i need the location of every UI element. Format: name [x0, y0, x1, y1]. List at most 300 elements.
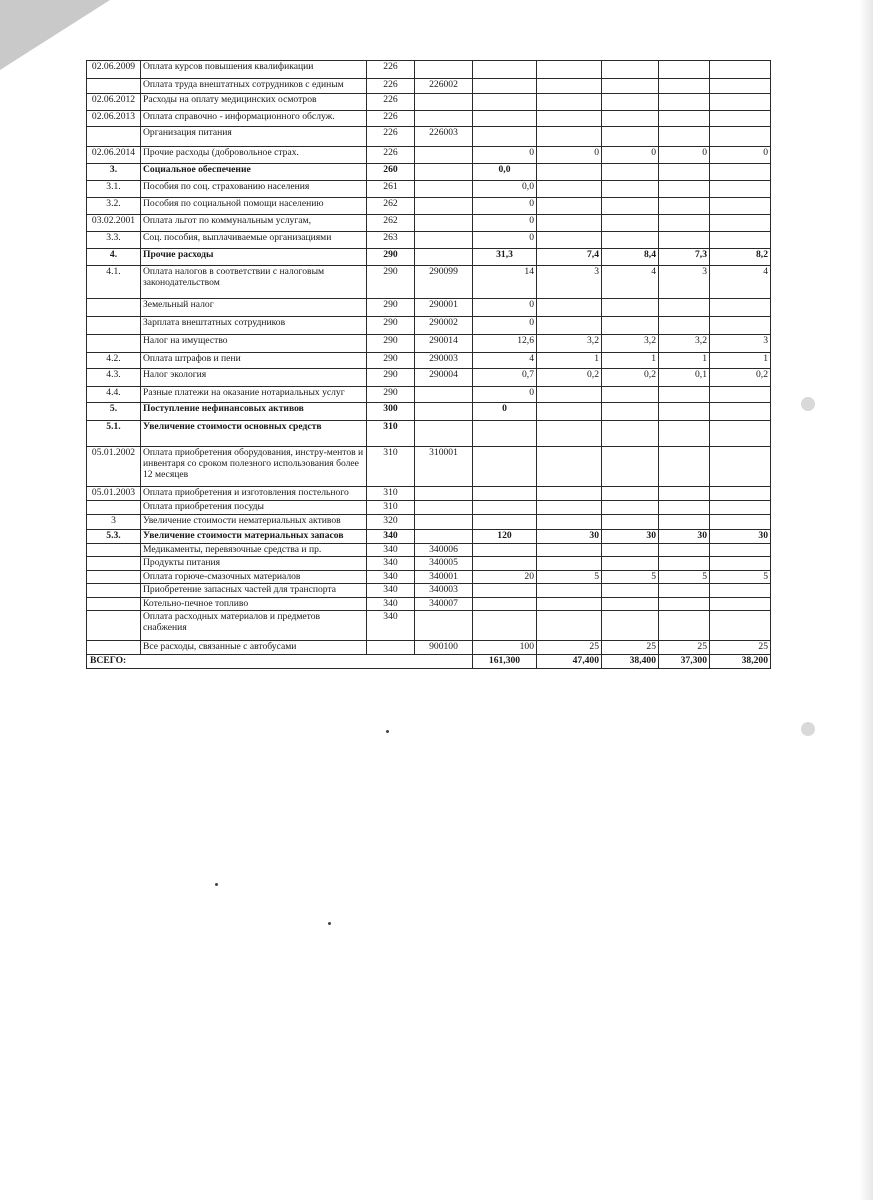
row-q4-cell: 30: [710, 530, 771, 544]
table-row: [87, 147, 771, 164]
row-q4-cell: [710, 61, 771, 79]
row-q1-cell: 47,400: [537, 655, 602, 669]
row-code-cell: [415, 198, 473, 215]
row-name-cell: Пособия по социальной помощи населению: [141, 198, 367, 215]
row-q2-cell: [602, 111, 659, 127]
row-q4-cell: [710, 94, 771, 111]
row-name-cell: Разные платежи на оказание нотариальных услуг: [141, 387, 367, 403]
row-name-cell: Продукты питания: [141, 557, 367, 571]
row-total-cell: [473, 544, 537, 557]
row-q4-cell: [710, 421, 771, 447]
row-q1-cell: [537, 198, 602, 215]
row-q2-cell: [602, 421, 659, 447]
row-code-cell: 900100: [415, 641, 473, 655]
row-date-cell: [87, 584, 141, 598]
row-q3-cell: 30: [659, 530, 710, 544]
table-row: [87, 111, 771, 127]
row-total-cell: 12,6: [473, 335, 537, 353]
row-q4-cell: [710, 447, 771, 487]
row-q3-cell: [659, 127, 710, 147]
row-q3-cell: 3: [659, 266, 710, 299]
row-total-cell: 0,0: [473, 164, 537, 181]
row-name-cell: Оплата приобретения посуды: [141, 501, 367, 515]
row-name-cell: Социальное обеспечение: [141, 164, 367, 181]
row-q1-cell: 30: [537, 530, 602, 544]
row-q2-cell: [602, 515, 659, 530]
row-date-cell: [87, 335, 141, 353]
row-q4-cell: 25: [710, 641, 771, 655]
row-name-cell: Налог на имущество: [141, 335, 367, 353]
scan-edge-shadow: [859, 0, 873, 1200]
row-q4-cell: [710, 127, 771, 147]
row-code-cell: [415, 487, 473, 501]
table-row: [87, 249, 771, 266]
table-row: [87, 584, 771, 598]
row-code-cell: 290099: [415, 266, 473, 299]
row-name-cell: Увеличение стоимости основных средств: [141, 421, 367, 447]
row-name-cell: Оплата штрафов и пени: [141, 353, 367, 369]
row-date-cell: 4.3.: [87, 369, 141, 387]
row-q1-cell: [537, 421, 602, 447]
row-kosgu-cell: 340: [367, 530, 415, 544]
table-row: [87, 94, 771, 111]
row-date-cell: [87, 611, 141, 641]
row-total-cell: 0: [473, 198, 537, 215]
row-q4-cell: [710, 557, 771, 571]
row-kosgu-cell: 261: [367, 181, 415, 198]
row-name-cell: Оплата курсов повышения квалификации: [141, 61, 367, 79]
row-total-cell: [473, 421, 537, 447]
row-date-cell: 02.06.2014: [87, 147, 141, 164]
row-q3-cell: [659, 232, 710, 249]
row-q4-cell: 4: [710, 266, 771, 299]
row-code-cell: [415, 515, 473, 530]
row-q3-cell: [659, 611, 710, 641]
row-q4-cell: [710, 544, 771, 557]
row-q2-cell: 5: [602, 571, 659, 584]
row-q2-cell: [602, 557, 659, 571]
row-q4-cell: [710, 584, 771, 598]
row-q3-cell: 7,3: [659, 249, 710, 266]
row-code-cell: [415, 387, 473, 403]
row-code-cell: 290004: [415, 369, 473, 387]
row-q2-cell: [602, 181, 659, 198]
table-row: [87, 215, 771, 232]
row-code-cell: [415, 403, 473, 421]
row-q1-cell: [537, 387, 602, 403]
table-row: [87, 369, 771, 387]
row-q2-cell: 0: [602, 147, 659, 164]
row-kosgu-cell: 300: [367, 403, 415, 421]
table-row: [87, 61, 771, 79]
row-q4-cell: [710, 598, 771, 611]
row-total-cell: [473, 584, 537, 598]
row-code-cell: [415, 421, 473, 447]
table-row: [87, 544, 771, 557]
row-q3-cell: [659, 403, 710, 421]
row-date-cell: [87, 501, 141, 515]
row-date-cell: 03.02.2001: [87, 215, 141, 232]
row-kosgu-cell: 290: [367, 335, 415, 353]
row-code-cell: 290003: [415, 353, 473, 369]
row-q1-cell: [537, 94, 602, 111]
row-name-cell: Оплата приобретения и изготовления постельного: [141, 487, 367, 501]
row-kosgu-cell: 310: [367, 487, 415, 501]
row-q3-cell: [659, 501, 710, 515]
row-kosgu-cell: 226: [367, 147, 415, 164]
table-row: [87, 421, 771, 447]
row-q1-cell: [537, 403, 602, 421]
row-total-cell: [473, 487, 537, 501]
row-code-cell: 310001: [415, 447, 473, 487]
row-q2-cell: [602, 317, 659, 335]
row-q1-cell: [537, 611, 602, 641]
table-row: [87, 317, 771, 335]
row-q2-cell: [602, 584, 659, 598]
row-code-cell: 226002: [415, 79, 473, 94]
row-q2-cell: [602, 215, 659, 232]
row-date-cell: 05.01.2002: [87, 447, 141, 487]
row-q2-cell: [602, 94, 659, 111]
row-q1-cell: 25: [537, 641, 602, 655]
table-row: [87, 198, 771, 215]
table-row: [87, 353, 771, 369]
row-q1-cell: [537, 557, 602, 571]
table-row: [87, 447, 771, 487]
table-row: [87, 403, 771, 421]
row-total-cell: [473, 611, 537, 641]
row-name-cell: Оплата горюче-смазочных материалов: [141, 571, 367, 584]
row-code-cell: 290001: [415, 299, 473, 317]
row-kosgu-cell: 260: [367, 164, 415, 181]
row-date-cell: 3: [87, 515, 141, 530]
row-q1-cell: 0,2: [537, 369, 602, 387]
row-name-cell: Налог экология: [141, 369, 367, 387]
row-q1-cell: [537, 598, 602, 611]
table-row: [87, 598, 771, 611]
table-row: [87, 501, 771, 515]
row-q2-cell: [602, 198, 659, 215]
row-code-cell: 340006: [415, 544, 473, 557]
row-name-cell: Котельно-печное топливо: [141, 598, 367, 611]
row-q3-cell: [659, 515, 710, 530]
row-kosgu-cell: 290: [367, 387, 415, 403]
row-date-cell: 3.1.: [87, 181, 141, 198]
table-row: [87, 79, 771, 94]
row-q3-cell: [659, 61, 710, 79]
table-row: [87, 557, 771, 571]
row-kosgu-cell: 226: [367, 111, 415, 127]
row-kosgu-cell: 340: [367, 571, 415, 584]
row-total-cell: 0: [473, 232, 537, 249]
row-q3-cell: [659, 447, 710, 487]
row-q3-cell: 25: [659, 641, 710, 655]
table-row: [87, 515, 771, 530]
row-name-cell: Оплата льгот по коммунальным услугам,: [141, 215, 367, 232]
row-code-cell: 226003: [415, 127, 473, 147]
scan-speck: [328, 922, 331, 925]
row-q2-cell: [602, 127, 659, 147]
row-kosgu-cell: 262: [367, 198, 415, 215]
table-row: [87, 335, 771, 353]
row-kosgu-cell: 226: [367, 61, 415, 79]
row-q1-cell: [537, 515, 602, 530]
row-q4-cell: [710, 611, 771, 641]
row-total-cell: [473, 515, 537, 530]
table-row: [87, 571, 771, 584]
row-q2-cell: [602, 387, 659, 403]
row-total-cell: 0: [473, 403, 537, 421]
row-kosgu-cell: 290: [367, 249, 415, 266]
row-date-cell: 5.3.: [87, 530, 141, 544]
row-name-cell: Все расходы, связанные с автобусами: [141, 641, 367, 655]
row-q3-cell: [659, 387, 710, 403]
row-q3-cell: [659, 164, 710, 181]
row-q4-cell: 1: [710, 353, 771, 369]
row-q4-cell: [710, 198, 771, 215]
row-kosgu-cell: 226: [367, 94, 415, 111]
row-name-cell: Увеличение стоимости материальных запасов: [141, 530, 367, 544]
row-q2-cell: 8,4: [602, 249, 659, 266]
row-q3-cell: [659, 421, 710, 447]
row-q1-cell: [537, 215, 602, 232]
row-q2-cell: [602, 598, 659, 611]
row-name-cell: Медикаменты, перевязочные средства и пр.: [141, 544, 367, 557]
row-q4-cell: 8,2: [710, 249, 771, 266]
row-total-cell: 20: [473, 571, 537, 584]
row-name-cell: Увеличение стоимости нематериальных активов: [141, 515, 367, 530]
row-date-cell: [87, 299, 141, 317]
row-code-cell: [415, 147, 473, 164]
row-q3-cell: [659, 79, 710, 94]
row-q1-cell: 7,4: [537, 249, 602, 266]
row-q3-cell: 37,300: [659, 655, 710, 669]
row-q1-cell: [537, 501, 602, 515]
row-q2-cell: [602, 61, 659, 79]
row-q2-cell: 38,400: [602, 655, 659, 669]
row-name-cell: Оплата приобретения оборудования, инстру-ментов и инвентаря со сроком полезного использования более 12 месяцев: [141, 447, 367, 487]
row-kosgu-cell: 226: [367, 127, 415, 147]
row-q1-cell: 1: [537, 353, 602, 369]
row-q4-cell: [710, 317, 771, 335]
row-q3-cell: 0: [659, 147, 710, 164]
table-row: [87, 487, 771, 501]
row-q3-cell: 5: [659, 571, 710, 584]
row-date-cell: 05.01.2003: [87, 487, 141, 501]
row-q1-cell: 5: [537, 571, 602, 584]
row-total-cell: 0: [473, 299, 537, 317]
row-code-cell: 290014: [415, 335, 473, 353]
row-date-cell: 4.4.: [87, 387, 141, 403]
row-q2-cell: [602, 487, 659, 501]
row-q3-cell: [659, 544, 710, 557]
row-date-cell: 5.1.: [87, 421, 141, 447]
row-kosgu-cell: 263: [367, 232, 415, 249]
row-q1-cell: [537, 79, 602, 94]
row-q4-cell: [710, 215, 771, 232]
row-kosgu-cell: 340: [367, 598, 415, 611]
row-q4-cell: 5: [710, 571, 771, 584]
row-q2-cell: [602, 232, 659, 249]
row-date-cell: [87, 598, 141, 611]
row-date-cell: 3.2.: [87, 198, 141, 215]
row-date-cell: [87, 557, 141, 571]
row-total-cell: 0: [473, 147, 537, 164]
row-name-cell: Оплата налогов в соответствии с налоговым законодательством: [141, 266, 367, 299]
row-q1-cell: 0: [537, 147, 602, 164]
row-q3-cell: [659, 215, 710, 232]
row-q4-cell: [710, 111, 771, 127]
grand-total-label: ВСЕГО:: [87, 655, 473, 669]
row-q4-cell: 3: [710, 335, 771, 353]
row-date-cell: [87, 317, 141, 335]
row-q3-cell: [659, 111, 710, 127]
row-kosgu-cell: 310: [367, 447, 415, 487]
row-q4-cell: [710, 299, 771, 317]
row-q2-cell: 4: [602, 266, 659, 299]
table-row: [87, 530, 771, 544]
table-row: [87, 127, 771, 147]
row-code-cell: [415, 164, 473, 181]
row-total-cell: [473, 598, 537, 611]
row-date-cell: [87, 79, 141, 94]
row-q4-cell: 38,200: [710, 655, 771, 669]
row-q2-cell: [602, 544, 659, 557]
row-q2-cell: 30: [602, 530, 659, 544]
scan-speck: [215, 883, 218, 886]
row-total-cell: 0: [473, 317, 537, 335]
row-total-cell: [473, 557, 537, 571]
row-date-cell: 4.1.: [87, 266, 141, 299]
row-code-cell: [415, 94, 473, 111]
row-name-cell: Соц. пособия, выплачиваемые организациями: [141, 232, 367, 249]
row-q1-cell: 3,2: [537, 335, 602, 353]
row-q4-cell: [710, 387, 771, 403]
row-date-cell: 02.06.2009: [87, 61, 141, 79]
row-q2-cell: [602, 501, 659, 515]
row-total-cell: 0: [473, 387, 537, 403]
row-date-cell: 4.2.: [87, 353, 141, 369]
row-code-cell: 340001: [415, 571, 473, 584]
row-date-cell: 3.: [87, 164, 141, 181]
row-kosgu-cell: 320: [367, 515, 415, 530]
row-total-cell: 0,7: [473, 369, 537, 387]
table-row: [87, 641, 771, 655]
table-row: [87, 232, 771, 249]
row-q1-cell: 3: [537, 266, 602, 299]
scan-speck: [386, 730, 389, 733]
row-name-cell: Поступление нефинансовых активов: [141, 403, 367, 421]
row-q3-cell: 3,2: [659, 335, 710, 353]
row-q3-cell: 0,1: [659, 369, 710, 387]
row-date-cell: [87, 641, 141, 655]
row-q2-cell: [602, 611, 659, 641]
row-q1-cell: [537, 447, 602, 487]
row-code-cell: [415, 111, 473, 127]
row-q3-cell: [659, 557, 710, 571]
row-q1-cell: [537, 127, 602, 147]
row-q2-cell: [602, 79, 659, 94]
row-q4-cell: [710, 403, 771, 421]
row-name-cell: Зарплата внештатных сотрудников: [141, 317, 367, 335]
row-q3-cell: [659, 317, 710, 335]
table-row: [87, 611, 771, 641]
row-total-cell: [473, 111, 537, 127]
grand-total-row: [87, 655, 771, 669]
row-q2-cell: 3,2: [602, 335, 659, 353]
budget-table-body: [87, 61, 771, 669]
row-kosgu-cell: 340: [367, 584, 415, 598]
row-name-cell: Оплата справочно - информационного обслуж.: [141, 111, 367, 127]
row-date-cell: 5.: [87, 403, 141, 421]
row-q3-cell: [659, 198, 710, 215]
row-kosgu-cell: 262: [367, 215, 415, 232]
row-total-cell: [473, 127, 537, 147]
row-date-cell: [87, 571, 141, 584]
row-date-cell: [87, 544, 141, 557]
row-name-cell: Прочие расходы (добровольное страх.: [141, 147, 367, 164]
row-kosgu-cell: 290: [367, 299, 415, 317]
row-q3-cell: [659, 181, 710, 198]
row-name-cell: Приобретение запасных частей для транспорта: [141, 584, 367, 598]
row-code-cell: [415, 181, 473, 198]
row-total-cell: 100: [473, 641, 537, 655]
row-name-cell: Пособия по соц. страхованию населения: [141, 181, 367, 198]
row-name-cell: Организация питания: [141, 127, 367, 147]
row-total-cell: [473, 79, 537, 94]
row-q1-cell: [537, 487, 602, 501]
row-date-cell: 02.06.2013: [87, 111, 141, 127]
punch-hole-lower: [801, 722, 815, 736]
row-total-cell: 0: [473, 215, 537, 232]
row-q1-cell: [537, 299, 602, 317]
row-kosgu-cell: 226: [367, 79, 415, 94]
row-date-cell: 4.: [87, 249, 141, 266]
row-code-cell: [415, 249, 473, 266]
row-kosgu-cell: [367, 641, 415, 655]
row-q3-cell: [659, 598, 710, 611]
row-code-cell: [415, 215, 473, 232]
row-total-cell: 0,0: [473, 181, 537, 198]
row-kosgu-cell: 290: [367, 317, 415, 335]
row-kosgu-cell: 310: [367, 421, 415, 447]
row-q1-cell: [537, 317, 602, 335]
row-kosgu-cell: 290: [367, 266, 415, 299]
row-total-cell: 4: [473, 353, 537, 369]
row-code-cell: 340003: [415, 584, 473, 598]
row-q4-cell: [710, 181, 771, 198]
budget-expense-table: [86, 60, 771, 669]
row-code-cell: [415, 530, 473, 544]
row-name-cell: Расходы на оплату медицинских осмотров: [141, 94, 367, 111]
row-code-cell: [415, 232, 473, 249]
row-total-cell: 161,300: [473, 655, 537, 669]
row-kosgu-cell: 340: [367, 611, 415, 641]
row-q3-cell: [659, 299, 710, 317]
row-date-cell: 3.3.: [87, 232, 141, 249]
row-total-cell: [473, 447, 537, 487]
row-kosgu-cell: 290: [367, 369, 415, 387]
row-name-cell: Оплата труда внештатных сотрудников с единым: [141, 79, 367, 94]
row-date-cell: 02.06.2012: [87, 94, 141, 111]
row-kosgu-cell: 340: [367, 544, 415, 557]
row-q1-cell: [537, 61, 602, 79]
row-q3-cell: 1: [659, 353, 710, 369]
row-kosgu-cell: 310: [367, 501, 415, 515]
row-q2-cell: 0,2: [602, 369, 659, 387]
row-q1-cell: [537, 164, 602, 181]
row-code-cell: 340005: [415, 557, 473, 571]
